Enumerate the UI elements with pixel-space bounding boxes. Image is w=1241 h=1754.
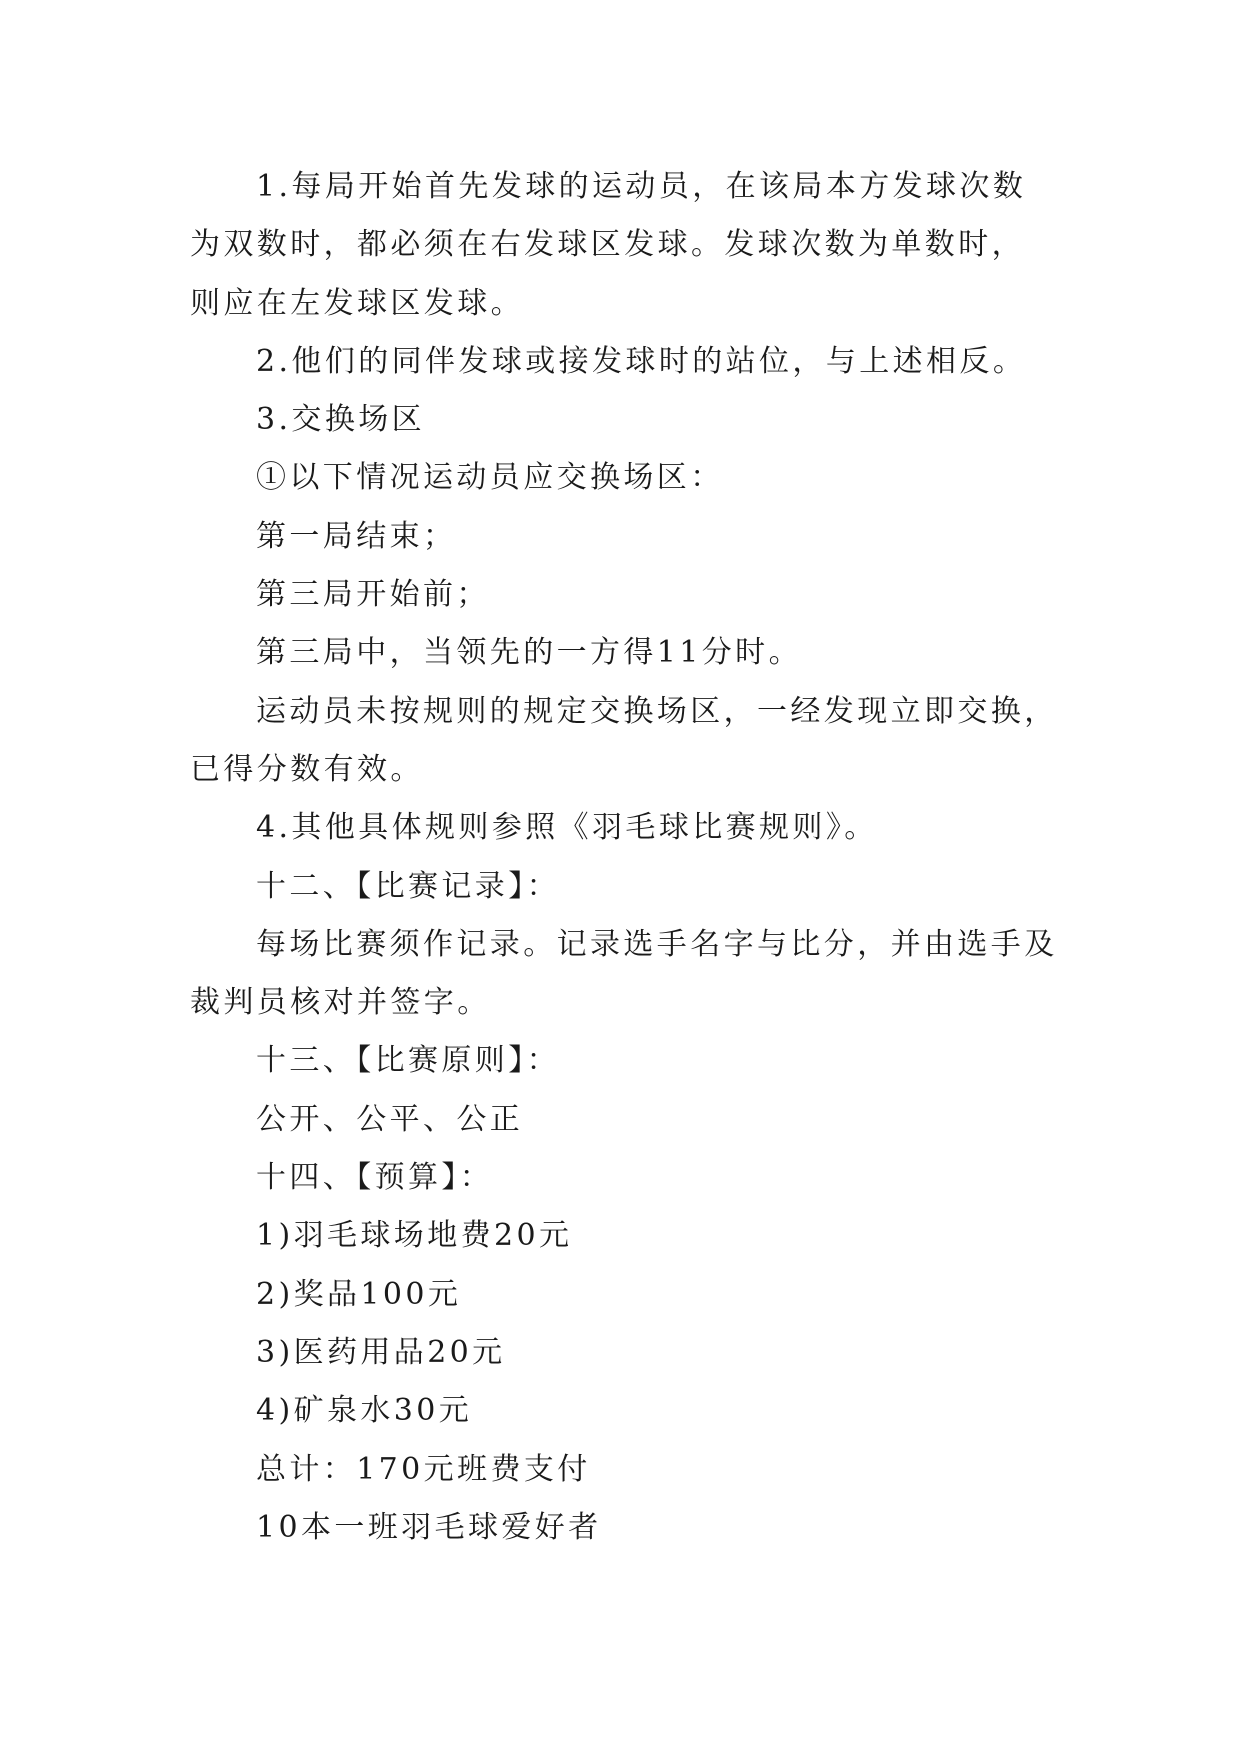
budget-item-2: 2)奖品100元 — [256, 1276, 462, 1312]
match-record-text: 每场比赛须作记录。记录选手名字与比分，并由选手及裁判员核对并签字。 — [190, 926, 1058, 1021]
change-ends-item-2: 第三局开始前； — [256, 577, 490, 613]
document-body — [190, 158, 1058, 1557]
change-ends-violation: 运动员未按规则的规定交换场区，一经发现立即交换，已得分数有效。 — [190, 693, 1058, 787]
budget-item-1: 1)羽毛球场地费20元 — [256, 1218, 573, 1254]
budget-item-4: 4)矿泉水30元 — [256, 1393, 473, 1429]
change-ends-conditions: ①以下情况运动员应交换场区： — [256, 460, 724, 496]
partner-position-rule: 2.他们的同伴发球或接发球时的站位，与上述相反。 — [256, 343, 1027, 379]
change-ends-item-3: 第三局中，当领先的一方得11分时。 — [256, 635, 802, 671]
budget-total: 总计：170元班费支付 — [256, 1451, 591, 1487]
match-principles-text: 公开、公平、公正 — [256, 1101, 524, 1137]
other-rules-reference: 4.其他具体规则参照《羽毛球比赛规则》。 — [256, 810, 878, 846]
budget-item-3: 3)医药用品20元 — [256, 1334, 506, 1370]
change-ends-heading: 3.交换场区 — [256, 402, 426, 438]
change-ends-item-1: 第一局结束； — [256, 518, 457, 554]
section-13-heading: 十三、【比赛原则】： — [256, 1043, 560, 1079]
section-14-heading: 十四、【预算】： — [256, 1160, 494, 1196]
section-12-heading: 十二、【比赛记录】： — [256, 868, 560, 904]
organizer-signature: 10本一班羽毛球爱好者 — [256, 1509, 602, 1545]
serve-position-rule: 1.每局开始首先发球的运动员，在该局本方发球次数为双数时，都必须在右发球区发球。发球次数为单数时，则应在左发球区发球。 — [190, 169, 1027, 321]
